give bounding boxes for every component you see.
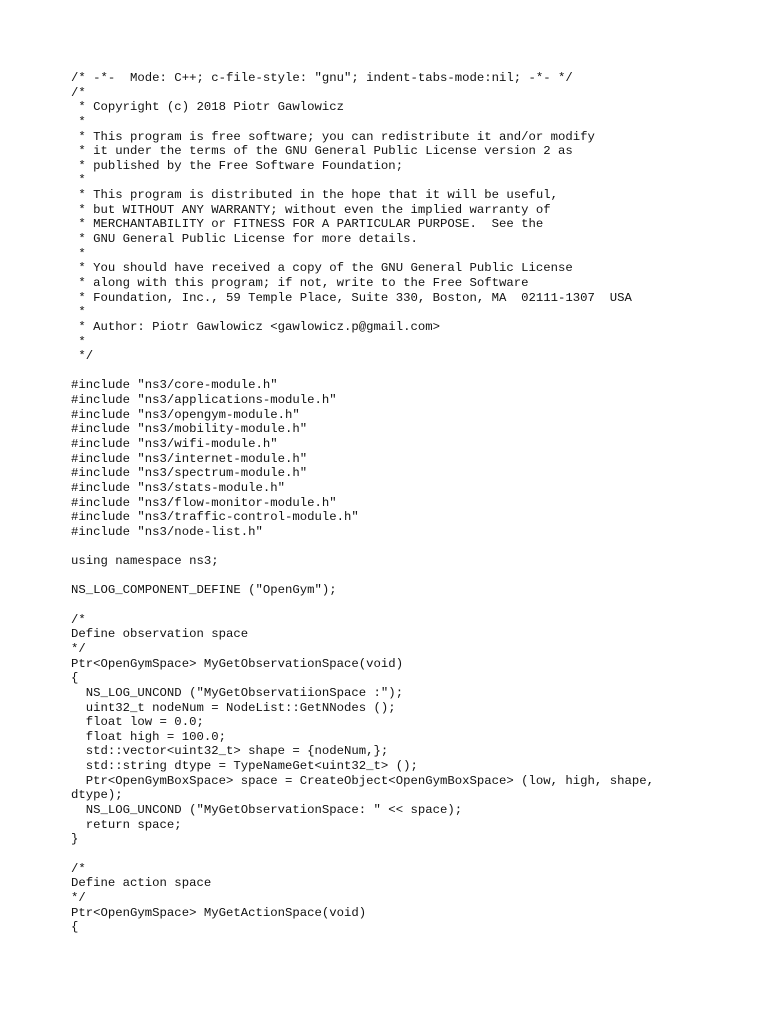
code-line: #include "ns3/opengym-module.h" bbox=[71, 407, 300, 422]
code-line: std::string dtype = TypeNameGet<uint32_t> (); bbox=[71, 759, 418, 774]
code-line: #include "ns3/stats-module.h" bbox=[71, 480, 286, 495]
code-line: * You should have received a copy of the GNU General Public License bbox=[71, 261, 573, 276]
code-line: * Foundation, Inc., 59 Temple Place, Suite 330, Boston, MA 02111-1307 USA bbox=[71, 290, 632, 305]
code-line: * bbox=[71, 114, 86, 129]
code-line: Ptr<OpenGymSpace> MyGetActionSpace(void) bbox=[71, 905, 367, 920]
code-line: * bbox=[71, 305, 86, 320]
code-line: #include "ns3/spectrum-module.h" bbox=[71, 466, 308, 481]
code-line: * Copyright (c) 2018 Piotr Gawlowicz bbox=[71, 100, 345, 115]
code-line: * bbox=[71, 246, 86, 261]
code-line: dtype); bbox=[71, 788, 123, 803]
code-line: * published by the Free Software Foundation; bbox=[71, 158, 404, 173]
code-line: return space; bbox=[71, 817, 182, 832]
code-line: Define action space bbox=[71, 876, 212, 891]
code-line: { bbox=[71, 920, 79, 935]
code-line: #include "ns3/flow-monitor-module.h" bbox=[71, 495, 337, 510]
code-line: using namespace ns3; bbox=[71, 554, 219, 569]
code-line: #include "ns3/core-module.h" bbox=[71, 378, 278, 393]
source-code-block bbox=[71, 71, 751, 935]
code-line: * it under the terms of the GNU General Public License version 2 as bbox=[71, 144, 573, 159]
code-line: * along with this program; if not, write to the Free Software bbox=[71, 275, 529, 290]
code-line bbox=[71, 364, 751, 379]
code-line: #include "ns3/wifi-module.h" bbox=[71, 437, 278, 452]
code-line: std::vector<uint32_t> shape = {nodeNum,}; bbox=[71, 744, 389, 759]
code-line: * bbox=[71, 334, 86, 349]
code-line: * Author: Piotr Gawlowicz <gawlowicz.p@gmail.com> bbox=[71, 319, 440, 334]
code-line: #include "ns3/traffic-control-module.h" bbox=[71, 510, 359, 525]
code-line: Ptr<OpenGymBoxSpace> space = CreateObject<OpenGymBoxSpace> (low, high, shape, bbox=[71, 773, 654, 788]
code-line: */ bbox=[71, 890, 86, 905]
code-line: Ptr<OpenGymSpace> MyGetObservationSpace(void) bbox=[71, 656, 404, 671]
code-line: * This program is free software; you can redistribute it and/or modify bbox=[71, 129, 595, 144]
code-line: #include "ns3/mobility-module.h" bbox=[71, 422, 308, 437]
code-line: NS_LOG_COMPONENT_DEFINE ("OpenGym"); bbox=[71, 583, 337, 598]
code-line: * MERCHANTABILITY or FITNESS FOR A PARTICULAR PURPOSE. See the bbox=[71, 217, 544, 232]
code-line: * This program is distributed in the hope that it will be useful, bbox=[71, 188, 559, 203]
code-line: float high = 100.0; bbox=[71, 729, 226, 744]
code-line: #include "ns3/node-list.h" bbox=[71, 524, 263, 539]
code-line bbox=[71, 598, 751, 613]
code-line: /* -*- Mode: C++; c-file-style: "gnu"; indent-tabs-mode:nil; -*- */ bbox=[71, 71, 573, 85]
code-line: { bbox=[71, 671, 79, 686]
code-line: */ bbox=[71, 641, 86, 656]
code-line: * GNU General Public License for more details. bbox=[71, 232, 418, 247]
code-line: /* bbox=[71, 861, 86, 876]
code-line: NS_LOG_UNCOND ("MyGetObservationSpace: " << space); bbox=[71, 803, 463, 818]
code-line: #include "ns3/applications-module.h" bbox=[71, 393, 337, 408]
code-line: float low = 0.0; bbox=[71, 715, 204, 730]
code-line: NS_LOG_UNCOND ("MyGetObservatiionSpace :"); bbox=[71, 685, 404, 700]
code-line: */ bbox=[71, 349, 94, 364]
code-line: #include "ns3/internet-module.h" bbox=[71, 451, 308, 466]
code-line: uint32_t nodeNum = NodeList::GetNNodes (); bbox=[71, 700, 396, 715]
code-line bbox=[71, 847, 751, 862]
code-line: Define observation space bbox=[71, 627, 249, 642]
code-line bbox=[71, 540, 751, 555]
code-line: /* bbox=[71, 85, 86, 100]
code-line: * bbox=[71, 173, 86, 188]
code-line: * but WITHOUT ANY WARRANTY; without even the implied warranty of bbox=[71, 202, 551, 217]
code-line: } bbox=[71, 832, 79, 847]
code-line bbox=[71, 569, 751, 584]
code-line: /* bbox=[71, 612, 86, 627]
